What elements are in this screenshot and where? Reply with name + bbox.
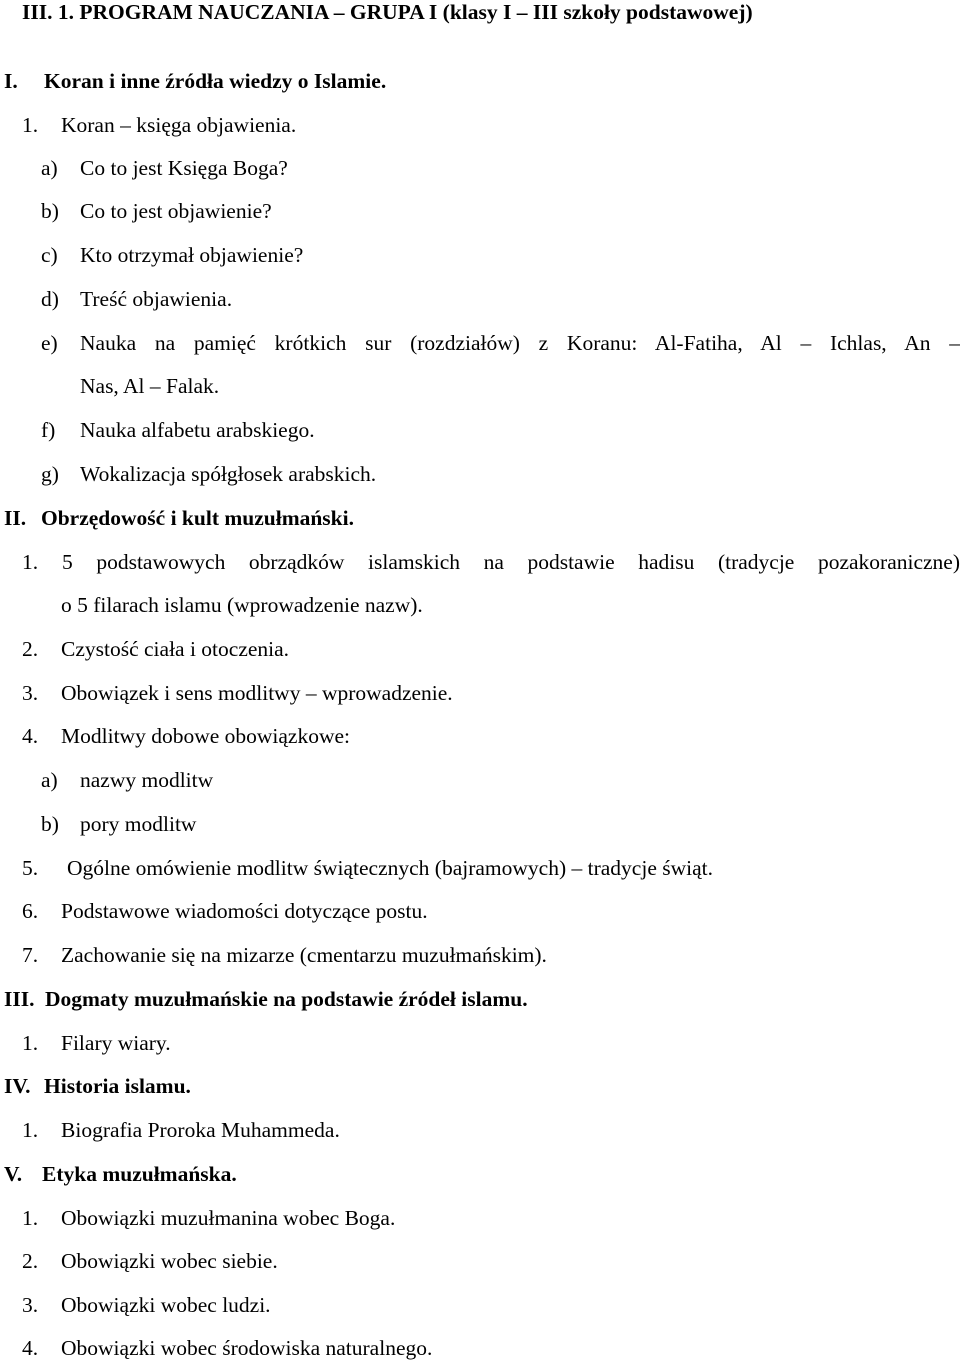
item-text: Nauka alfabetu arabskiego.	[80, 418, 315, 442]
item-text: Kto otrzymał objawienie?	[80, 243, 304, 267]
item-number: 2.	[22, 637, 39, 661]
section-title: Obrzędowość i kult muzułmański.	[41, 506, 354, 530]
section-title: Koran i inne źródła wiedzy o Islamie.	[44, 69, 387, 93]
item-text: Czystość ciała i otoczenia.	[61, 637, 290, 661]
item-letter: e)	[41, 331, 58, 355]
section-numeral: II.	[4, 506, 27, 530]
item-number: 4.	[22, 724, 39, 748]
item-number: 5.	[22, 856, 39, 880]
section-numeral: I.	[4, 69, 18, 93]
item-letter: c)	[41, 243, 58, 267]
item-number: 6.	[22, 899, 39, 923]
item-text: pory modlitw	[80, 812, 197, 836]
item-number: 2.	[22, 1249, 39, 1273]
item-text: Podstawowe wiadomości dotyczące postu.	[61, 899, 428, 923]
section-numeral: III.	[4, 987, 35, 1011]
item-number: 1.	[22, 113, 39, 137]
page-title	[22, 0, 753, 25]
item-letter: f)	[41, 418, 56, 442]
item-number: 3.	[22, 1293, 39, 1317]
item-text: Filary wiary.	[61, 1031, 171, 1055]
section-numeral: V.	[4, 1162, 23, 1186]
item-letter: d)	[41, 287, 59, 311]
item-letter: b)	[41, 812, 59, 836]
item-text: Wokalizacja spółgłosek arabskich.	[80, 462, 377, 486]
item-text: Treść objawienia.	[80, 287, 233, 311]
item-text: Ogólne omówienie modlitw świątecznych (bajramowych) – tradycje świąt.	[67, 856, 713, 880]
item-text: 5 podstawowych obrządków islamskich na podstawie hadisu (tradycje pozakoraniczne)	[62, 550, 960, 574]
item-text-continuation: Nas, Al – Falak.	[80, 374, 220, 398]
item-number: 1.	[22, 550, 39, 574]
item-text: Zachowanie się na mizarze (cmentarzu muzułmańskim).	[61, 943, 547, 967]
item-number: 4.	[22, 1336, 39, 1360]
section-title: Etyka muzułmańska.	[42, 1162, 237, 1186]
item-number: 1.	[22, 1118, 39, 1142]
item-text: Obowiązki wobec ludzi.	[61, 1293, 271, 1317]
item-text: Obowiązki wobec środowiska naturalnego.	[61, 1336, 433, 1360]
item-text-continuation: o 5 filarach islamu (wprowadzenie nazw).	[61, 593, 423, 617]
item-letter: a)	[41, 156, 58, 180]
page-title-text: III. 1. PROGRAM NAUCZANIA – GRUPA I (klasy I – III szkoły podstawowej)	[22, 0, 753, 24]
section-title: Dogmaty muzułmańskie na podstawie źródeł islamu.	[45, 987, 528, 1011]
item-text: Co to jest Księga Boga?	[80, 156, 288, 180]
section-numeral: IV.	[4, 1074, 31, 1098]
item-letter: g)	[41, 462, 59, 486]
item-text: Modlitwy dobowe obowiązkowe:	[61, 724, 351, 748]
item-number: 1.	[22, 1031, 39, 1055]
item-text: Obowiązek i sens modlitwy – wprowadzenie.	[61, 681, 453, 705]
item-letter: a)	[41, 768, 58, 792]
item-number: 1.	[22, 1206, 39, 1230]
item-letter: b)	[41, 199, 59, 223]
item-number: 3.	[22, 681, 39, 705]
item-text: nazwy modlitw	[80, 768, 214, 792]
item-text: Biografia Proroka Muhammeda.	[61, 1118, 340, 1142]
item-text: Nauka na pamięć krótkich sur (rozdziałów) z Koranu: Al-Fatiha, Al – Ichlas, An –	[80, 331, 960, 355]
item-text: Obowiązki muzułmanina wobec Boga.	[61, 1206, 396, 1230]
section-title: Historia islamu.	[44, 1074, 191, 1098]
item-text: Obowiązki wobec siebie.	[61, 1249, 278, 1273]
item-number: 7.	[22, 943, 39, 967]
item-text: Co to jest objawienie?	[80, 199, 272, 223]
item-text: Koran – księga objawienia.	[61, 113, 297, 137]
